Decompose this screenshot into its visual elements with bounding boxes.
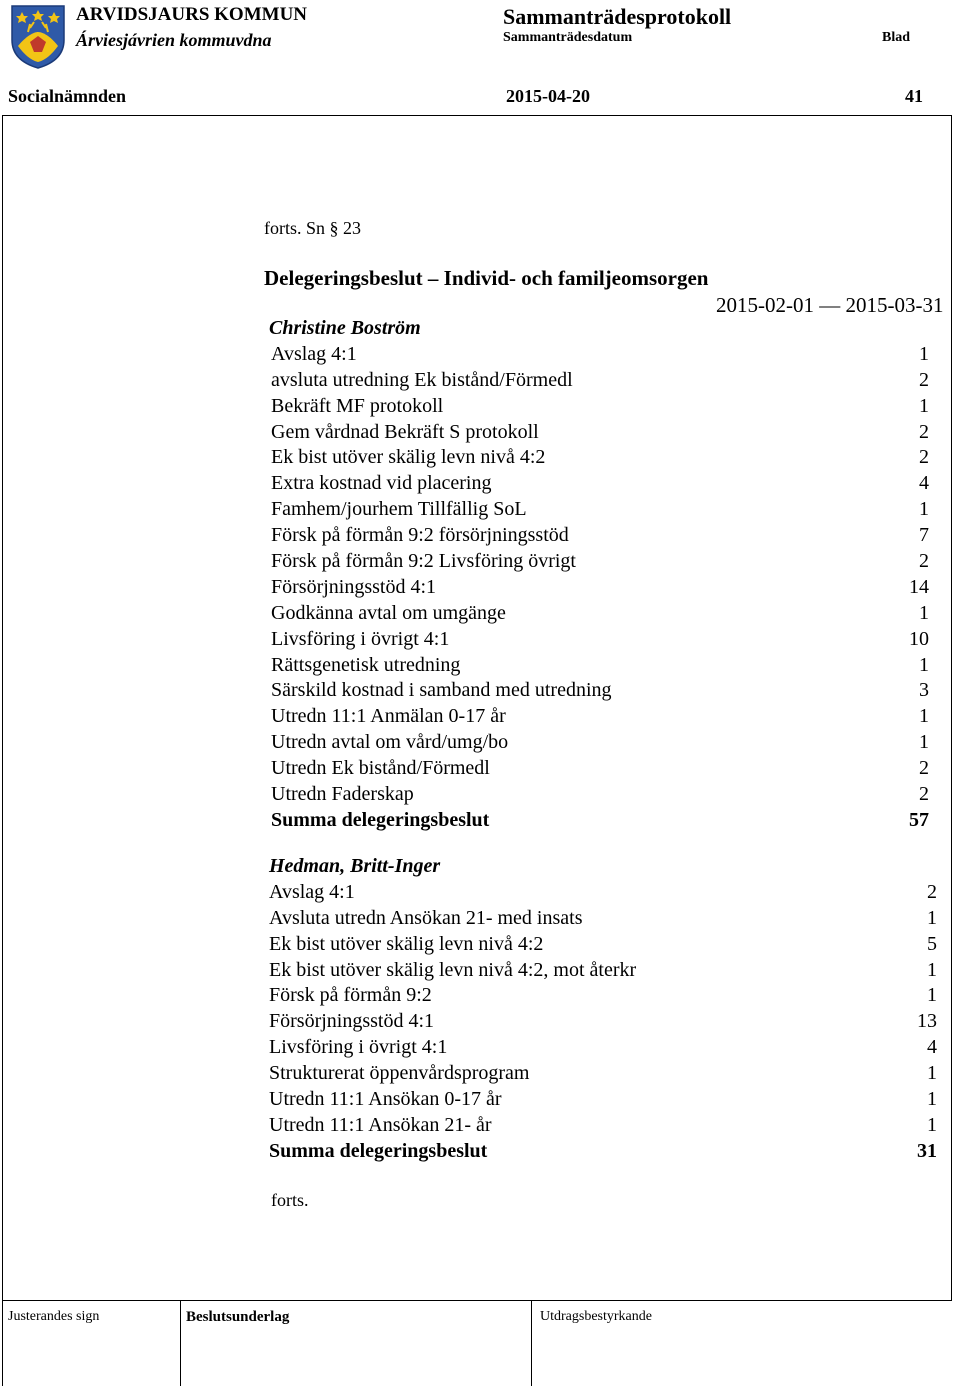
- list-item: [271, 342, 929, 368]
- decision-basis-label: Beslutsunderlag: [186, 1309, 290, 1325]
- decision-type: Avslag 4:1: [271, 342, 357, 365]
- list-item: [271, 445, 929, 471]
- decision-type: Livsföring i övrigt 4:1: [269, 1036, 448, 1059]
- list-item: [271, 549, 929, 575]
- list-item: [269, 906, 937, 932]
- decision-count: 1: [927, 1113, 937, 1136]
- decision-type: Utredn avtal om vård/umg/bo: [271, 731, 509, 754]
- decision-type: Försk på förmån 9:2 Livsföring övrigt: [271, 550, 576, 573]
- meeting-date-label: Sammanträdesdatum: [503, 30, 633, 45]
- decision-type: Utredn 11:1 Ansökan 0-17 år: [269, 1088, 502, 1111]
- decision-type: Försörjningsstöd 4:1: [269, 1010, 435, 1033]
- total-label: Summa delegeringsbeslut: [271, 808, 490, 831]
- group-total-row: [271, 808, 929, 834]
- municipality-name-sami: Árviesjávrien kommuvdna: [76, 30, 272, 50]
- decision-count: 1: [927, 906, 937, 929]
- list-item: [271, 653, 929, 679]
- list-item: [271, 420, 929, 446]
- municipality-name: ARVIDSJAURS KOMMUN: [76, 4, 308, 25]
- reporting-period: 2015-02-01 — 2015-03-31: [716, 293, 944, 317]
- decision-count: 1: [919, 731, 929, 754]
- decision-type: Godkänna avtal om umgänge: [271, 601, 506, 624]
- list-item: [269, 932, 937, 958]
- list-item: [271, 601, 929, 627]
- decision-count: 1: [927, 958, 937, 981]
- footer-divider: [2, 1300, 952, 1301]
- decision-type: Försk på förmån 9:2 försörjningsstöd: [271, 524, 569, 547]
- list-item: [271, 730, 929, 756]
- list-item: [269, 1061, 937, 1087]
- frame-right-border: [951, 115, 952, 1300]
- list-item: [271, 627, 929, 653]
- header-divider: [2, 115, 952, 116]
- decision-count: 4: [919, 472, 929, 495]
- decision-count: 1: [919, 653, 929, 676]
- decision-count: 1: [927, 984, 937, 1007]
- list-item: [271, 471, 929, 497]
- total-value: 57: [909, 808, 929, 831]
- decision-type: Rättsgenetisk utredning: [271, 653, 461, 676]
- list-item: [271, 782, 929, 808]
- group-total-row: [269, 1139, 937, 1165]
- signature-label: Justerandes sign: [8, 1309, 100, 1324]
- delegate-name: Christine Boström: [269, 317, 421, 339]
- list-item: [271, 704, 929, 730]
- decision-count: 1: [927, 1062, 937, 1085]
- list-item: [271, 756, 929, 782]
- decision-type: Ek bist utöver skälig levn nivå 4:2: [269, 932, 544, 955]
- decision-count: 1: [919, 394, 929, 417]
- decision-type: Ek bist utöver skälig levn nivå 4:2, mot återkr: [269, 958, 637, 981]
- decision-count: 1: [919, 705, 929, 728]
- decision-count: 1: [927, 1088, 937, 1111]
- decision-count: 5: [927, 932, 937, 955]
- list-item: [271, 523, 929, 549]
- decision-count: 2: [919, 550, 929, 573]
- decision-type: Försörjningsstöd 4:1: [271, 575, 437, 598]
- decision-count: 10: [909, 627, 929, 650]
- decision-count: 2: [927, 880, 937, 903]
- decision-type: Strukturerat öppenvårdsprogram: [269, 1062, 530, 1085]
- list-item: [271, 678, 929, 704]
- list-item: [269, 1113, 937, 1139]
- decision-type: Särskild kostnad i samband med utredning: [271, 679, 612, 702]
- delegate-group: [271, 316, 929, 834]
- list-item: [269, 958, 937, 984]
- decision-count: 1: [919, 601, 929, 624]
- municipality-coat-of-arms-icon: [8, 2, 68, 70]
- committee-name: Socialnämnden: [8, 86, 127, 106]
- page-number: 41: [905, 86, 923, 106]
- decision-type: Avslag 4:1: [269, 880, 355, 903]
- delegate-group: [269, 854, 937, 1165]
- decision-type: Utredn Ek bistånd/Förmedl: [271, 757, 490, 780]
- decision-type: Utredn Faderskap: [271, 783, 414, 806]
- decision-type: Livsföring i övrigt 4:1: [271, 627, 450, 650]
- meeting-date: 2015-04-20: [506, 86, 590, 106]
- decision-count: 4: [927, 1036, 937, 1059]
- certification-label: Utdragsbestyrkande: [540, 1309, 652, 1324]
- decision-type: Gem vårdnad Bekräft S protokoll: [271, 420, 539, 443]
- decision-count: 1: [919, 342, 929, 365]
- footer-separator-2: [531, 1300, 532, 1386]
- decision-type: Avsluta utredn Ansökan 21- med insats: [269, 906, 583, 929]
- continuation-reference: forts. Sn § 23: [264, 218, 362, 238]
- frame-left-border: [2, 115, 3, 1386]
- decision-type: Försk på förmån 9:2: [269, 984, 432, 1007]
- decision-type: Utredn 11:1 Ansökan 21- år: [269, 1113, 492, 1136]
- decision-type: Bekräft MF protokoll: [271, 394, 444, 417]
- decision-count: 2: [919, 783, 929, 806]
- section-title: Delegeringsbeslut – Individ- och familjeomsorgen: [264, 266, 709, 290]
- decision-count: 3: [919, 679, 929, 702]
- footer-separator-1: [180, 1300, 181, 1386]
- decision-type: Extra kostnad vid placering: [271, 472, 492, 495]
- decision-type: Utredn 11:1 Anmälan 0-17 år: [271, 705, 506, 728]
- decision-type: Famhem/jourhem Tillfällig SoL: [271, 498, 527, 521]
- decision-count: 14: [909, 575, 929, 598]
- list-item: [269, 880, 937, 906]
- list-item: [269, 1009, 937, 1035]
- list-item: [269, 1087, 937, 1113]
- continuation-note: forts.: [271, 1190, 309, 1210]
- list-item: [271, 368, 929, 394]
- decision-count: 2: [919, 757, 929, 780]
- decision-count: 2: [919, 368, 929, 391]
- decision-count: 2: [919, 420, 929, 443]
- document-type: Sammanträdesprotokoll: [503, 4, 732, 29]
- decision-count: 13: [917, 1010, 937, 1033]
- list-item: [271, 497, 929, 523]
- list-item: [271, 575, 929, 601]
- total-value: 31: [917, 1139, 937, 1162]
- list-item: [271, 394, 929, 420]
- decision-count: 7: [919, 524, 929, 547]
- decision-type: avsluta utredning Ek bistånd/Förmedl: [271, 368, 573, 391]
- decision-count: 2: [919, 446, 929, 469]
- delegate-name: Hedman, Britt-Inger: [269, 855, 441, 877]
- list-item: [269, 1035, 937, 1061]
- page-label: Blad: [882, 30, 911, 45]
- total-label: Summa delegeringsbeslut: [269, 1139, 488, 1162]
- list-item: [269, 983, 937, 1009]
- decision-type: Ek bist utöver skälig levn nivå 4:2: [271, 446, 546, 469]
- decision-count: 1: [919, 498, 929, 521]
